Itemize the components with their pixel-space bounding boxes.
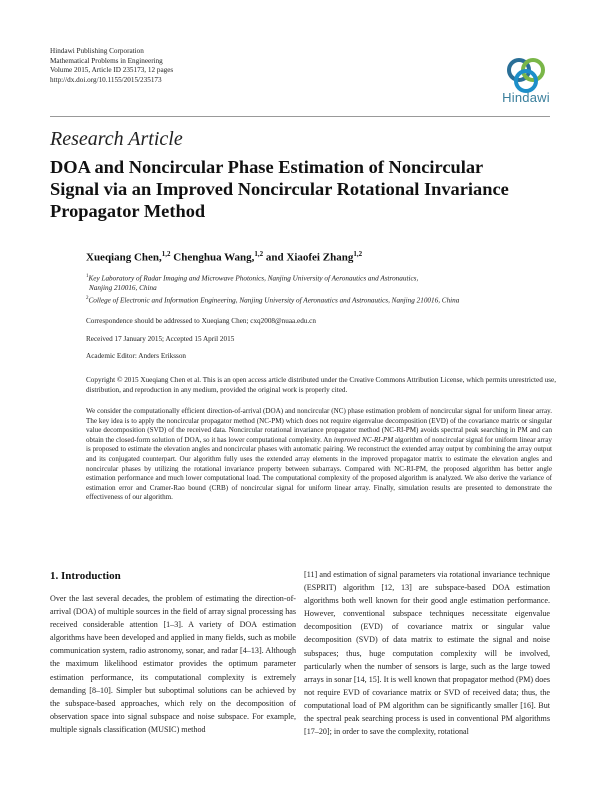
publication-info — [50, 47, 173, 85]
affiliation-text: College of Electronic and Information Engineering, Nanjing University of Aeronautics and Astronautics, Nanjing 210016, China — [88, 296, 460, 305]
body-column-right: [11] and estimation of signal parameters via rotational invariance technique (ESPRIT) algorithm [12, 13] are subspace-based DOA estimation algorithms both well known for their good angle estimation performance. However, conventional subspace techniques necessitate eigenvalue decomposition (EVD) of covariance matrix or singular value decomposition (SVD) of data matrix to estimate the signal and noise subspaces; thus, huge computation complexity will be involved, particularly when the number of sensors is large, such as the large towed arrays in sonar [14, 15]. It is well known that propagator method (PM) does not require EVD of covariance matrix or SVD of received data; thus, the computational load of PM algorithm can be significantly smaller [16]. But the spectral peak searching process is used in conventional PM algorithms [17–20]; in order to save the complexity, rotational — [304, 570, 550, 737]
author-affiliation-mark: 1,2 — [254, 250, 264, 258]
affiliation-text: Key Laboratory of Radar Imaging and Microwave Photonics, Nanjing University of Aeronautics and Astronautics, — [88, 274, 419, 283]
abstract-text: We consider the computationally efficient direction-of-arrival (DOA) and noncircular (NC) phase estimation problem of noncircular signal for uniform linear array. The key idea is to apply the noncircular propagator method (NC-PM) which does not require eigenvalue decomposition (EVD) of the covariance matrix or singular value decomposition (SVD) of the received data. Noncircular rotational invariance propagator method (NC-RI-PM) avoids spectral peak searching in PM and can obtain the closed-form solution of DOA, so it has lower computational complexity. An — [86, 407, 552, 444]
affiliation-mark: 1 — [86, 274, 89, 279]
author-list — [86, 250, 362, 264]
doi-link[interactable]: http://dx.doi.org/10.1155/2015/235173 — [50, 75, 162, 84]
correspondence: Correspondence should be addressed to Xueqiang Chen; cxq2008@nuaa.edu.cn — [86, 317, 316, 325]
copyright-notice: Copyright © 2015 Xueqiang Chen et al. This is an open access article distributed under the Creative Commons Attribution License, which permits unrestricted use, distribution, and reproduction in any medium, provided the original work is properly cited. — [86, 376, 557, 394]
author-affiliation-mark: 1,2 — [353, 250, 363, 258]
article-type: Research Article — [50, 128, 183, 150]
author-affiliation-mark: 1,2 — [161, 250, 171, 258]
affiliation-1 — [86, 272, 556, 294]
body-column-left: Over the last several decades, the problem of estimating the direction-of-arrival (DOA) of multiple sources in the field of array signal processing has received considerable attention [1–3]. A variety of DOA estimation algorithms have been developed and applied in many fields, such as mobile communication system, radio astronomy, sonar, and radar [4–13]. Although the maximum likelihood estimator provides the optimum parameter estimation performance, its computational complexity is extremely demanding [8–10]. Simpler but suboptimal solutions can be achieved by the subspace-based approaches, which rely on the decomposition of observation space into signal subspace and noise subspace. For example, multiple signals classification (MUSIC) method — [50, 594, 296, 734]
author-name: Xueqiang Chen, — [86, 251, 162, 264]
logo-text: Hindawi — [502, 90, 550, 105]
abstract-text-continued: algorithm of noncircular signal for uniform linear array is proposed to estimate the elevation angles and noncircular phases with automatic pairing. We reconstruct the extended array output by combining the array output and its conjugated counterpart. Our algorithm fully uses the extended array elements in the improved propagator matrix to estimate the elevation angles and noncircular phases by utilizing the rotational invariance property between subarrays. Compared with NC-RI-PM, the proposed algorithm has better angle estimation performance and much lower computational load. The computational complexity of the proposed algorithm is analyzed. We also derive the variance of estimation error and Cramer-Rao bound (CRB) of noncircular signal for uniform linear array. Finally, simulation results are presented to demonstrate the effectiveness of our algorithm. — [86, 435, 552, 502]
received-accepted-dates: Received 17 January 2015; Accepted 15 April 2015 — [86, 335, 235, 343]
affiliation-2 — [86, 294, 556, 306]
journal-name: Mathematical Problems in Engineering — [50, 56, 163, 65]
affiliation-text-continued: Nanjing 210016, China — [89, 284, 157, 293]
affiliation-mark: 2 — [86, 296, 89, 301]
abstract-emphasis: improved NC-RI-PM — [333, 435, 394, 444]
header-divider — [50, 116, 550, 117]
abstract — [86, 407, 552, 503]
publisher-name: Hindawi Publishing Corporation — [50, 47, 144, 55]
author-name: and Xiaofei Zhang — [263, 251, 354, 264]
author-name: Chenghua Wang, — [170, 251, 255, 264]
paper-title: DOA and Noncircular Phase Estimation of Noncircular Signal via an Improved Noncircular Rotational Invariance Propagator Method — [50, 157, 509, 221]
section-heading: 1. Introduction — [50, 570, 121, 582]
academic-editor: Academic Editor: Anders Eriksson — [86, 352, 187, 360]
volume-info: Volume 2015, Article ID 235173, 12 pages — [50, 66, 174, 75]
